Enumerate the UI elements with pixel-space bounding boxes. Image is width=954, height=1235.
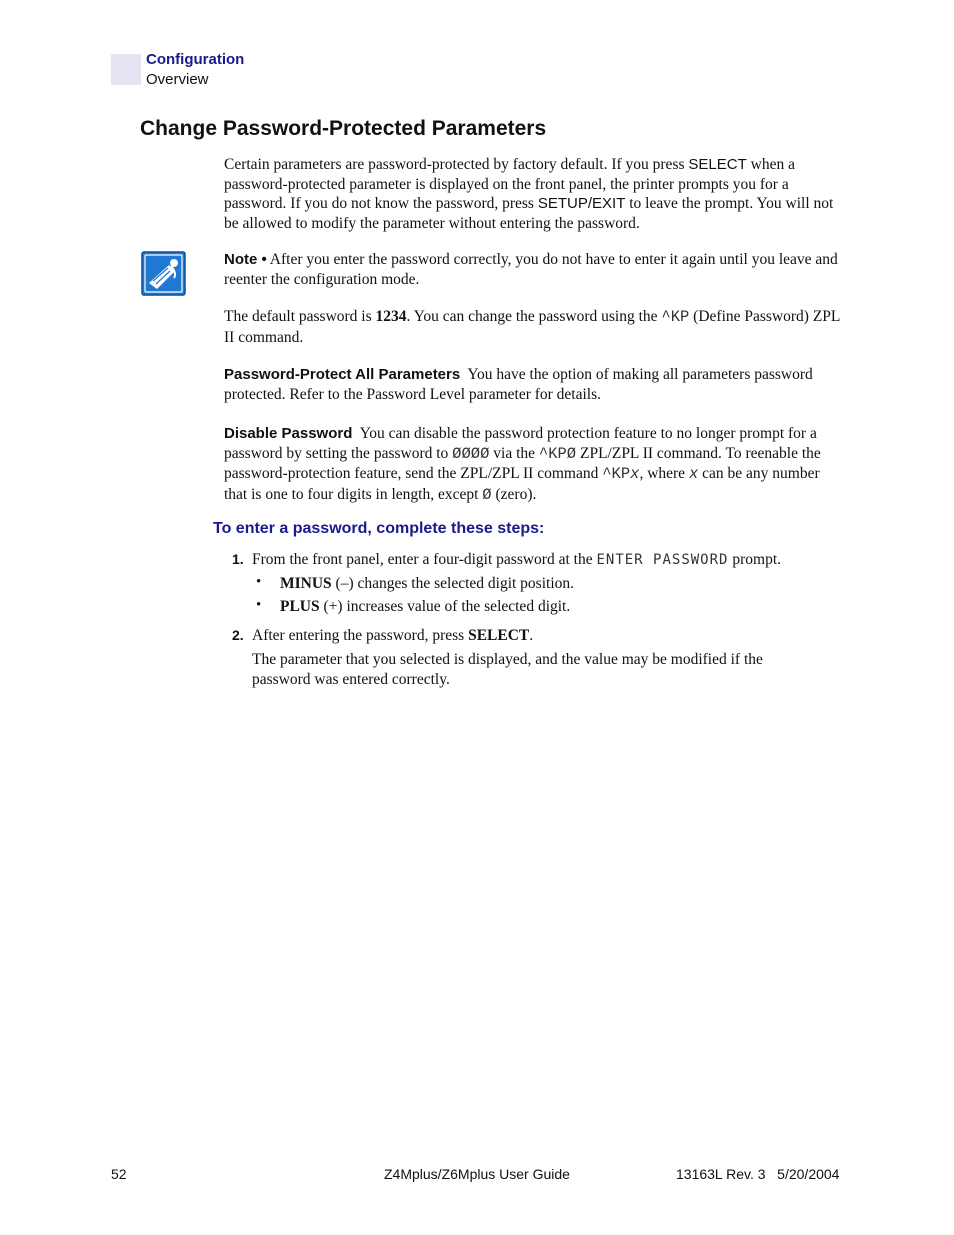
protect-all-paragraph xyxy=(224,365,840,404)
step-1-text xyxy=(252,550,842,571)
select-key-label: SELECT xyxy=(688,156,747,173)
disable-text-1: You can disable the password protection feature to no longer prompt for a password by setting the password to xyxy=(224,425,821,462)
zero-char: Ø xyxy=(482,485,492,504)
disable-text-6: (zero). xyxy=(491,485,537,503)
header-section: Configuration xyxy=(146,51,245,68)
bullet-minus xyxy=(280,574,574,594)
note-paragraph xyxy=(224,250,840,289)
minus-description: (–) changes the selected digit position. xyxy=(331,575,575,592)
default-text-2: . You can change the password using the xyxy=(406,308,662,325)
footer-guide-title: Z4Mplus/Z6Mplus User Guide xyxy=(384,1166,570,1182)
disable-text-4: , where xyxy=(639,465,689,482)
step-1-text-1: From the front panel, enter a four-digit password at the xyxy=(252,551,597,568)
disable-password-paragraph xyxy=(224,424,840,505)
disable-password-heading: Disable Password xyxy=(224,425,353,442)
setup-exit-key-label: SETUP/EXIT xyxy=(537,195,626,212)
intro-text-2: when a password-protected parameter is displayed on the front panel, the printer prompts you for a password. If you do not know the password, press xyxy=(224,156,795,212)
step-2-text-1: After entering the password, press xyxy=(252,627,469,644)
default-password-paragraph xyxy=(224,307,840,347)
default-text-1: The default password is xyxy=(224,308,376,325)
step-2-number: 2. xyxy=(232,627,244,643)
step-2-text-2: . xyxy=(529,627,534,644)
protect-all-text: You have the option of making all parameters password protected. Refer to the Password Level parameter for details. xyxy=(224,366,817,403)
step-2-result: The parameter that you selected is displayed, and the value may be modified if the password was entered correctly. xyxy=(252,651,763,688)
kp-command: ^KP xyxy=(661,308,690,326)
x-variable: x xyxy=(688,465,699,483)
disable-text-3: ZPL/ZPL II command. To reenable the password-protection feature, send the ZPL/ZPL II command xyxy=(224,444,821,482)
disable-text-5: can be any number that is one to four digits in length, except xyxy=(224,465,820,503)
kp0-command: ^KPØ xyxy=(538,444,577,463)
step-2-text xyxy=(252,626,842,646)
page-title: Change Password-Protected Parameters xyxy=(140,117,547,140)
select-key-bold: SELECT xyxy=(468,627,530,644)
zero-password: ØØØØ xyxy=(452,444,490,463)
kpx-command-base: ^KP xyxy=(602,465,631,483)
plus-key-label: PLUS xyxy=(280,598,320,615)
note-hand-icon xyxy=(141,251,186,296)
enter-password-prompt: ENTER PASSWORD xyxy=(596,552,729,568)
default-password-value: 1234 xyxy=(375,308,407,325)
kpx-command xyxy=(602,465,639,483)
note-label: Note • xyxy=(224,251,267,268)
default-text-3: (Define Password) ZPL II command. xyxy=(224,308,840,346)
bullet-marker: • xyxy=(256,574,262,590)
header-subsection: Overview xyxy=(146,71,209,88)
kpx-variable: x xyxy=(630,465,640,483)
intro-text-3: to leave the prompt. You will not be allowed to modify the parameter without entering the password. xyxy=(224,195,834,232)
protect-all-heading: Password-Protect All Parameters xyxy=(224,366,461,383)
step-1-text-2: prompt. xyxy=(728,551,782,568)
disable-text-2: via the xyxy=(489,444,539,462)
footer-page-number: 52 xyxy=(111,1166,127,1182)
minus-key-label: MINUS xyxy=(280,575,332,592)
procedure-heading: To enter a password, complete these steps: xyxy=(213,520,545,537)
plus-description: (+) increases value of the selected digit. xyxy=(319,598,571,615)
bullet-plus xyxy=(280,597,570,617)
bullet-marker: • xyxy=(256,597,262,613)
note-text: After you enter the password correctly, you do not have to enter it again until you leave and reenter the configuration mode. xyxy=(224,251,838,288)
intro-paragraph xyxy=(224,155,840,233)
intro-text-1: Certain parameters are password-protected by factory default. If you press xyxy=(224,156,689,173)
header-tab-marker xyxy=(111,54,141,85)
footer-revision: 13163L Rev. 3 5/20/2004 xyxy=(676,1166,840,1182)
step-1-number: 1. xyxy=(232,551,244,567)
